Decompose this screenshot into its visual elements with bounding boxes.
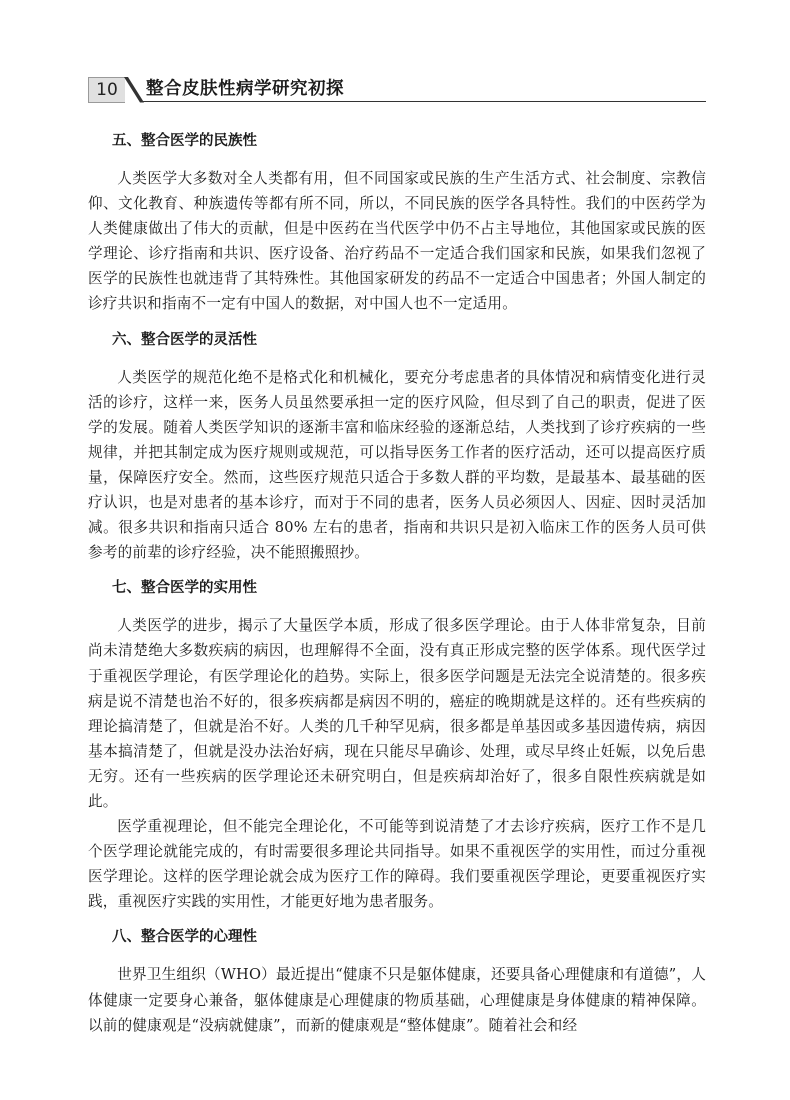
section-heading: 六、整合医学的灵活性 bbox=[112, 331, 257, 348]
body-paragraph: 人类医学的进步，揭示了大量医学本质，形成了很多医学理论。由于人体非常复杂，目前尚未清楚绝大多数疾病的病因，也理解得不全面，没有真正形成完整的医学体系。现代医学过于重视医学理论，有医学理论化的趋势。实际上，很多医学问题是无法完全说清楚的。很多疾病是说不清楚也治不好的，很多疾病都是病因不明的，癌症的晚期就是这样的。还有些疾病的理论搞清楚了，但就是治不好。人类的几千种罕见病，很多都是单基因或多基因遗传病，病因基本搞清楚了，但就是没办法治好病，现在只能尽早确诊、处理，或尽早终止妊娠，以免后患无穷。还有一些疾病的医学理论还未研究明白，但是疾病却治好了，很多自限性疾病就是如此。 bbox=[88, 617, 706, 810]
running-header bbox=[88, 77, 706, 103]
body-paragraph: 人类医学的规范化绝不是格式化和机械化，要充分考虑患者的具体情况和病情变化进行灵活的诊疗，这样一来，医务人员虽然要承担一定的医疗风险，但尽到了自己的职责，促进了医学的发展。随着人类医学知识的逐渐丰富和临床经验的逐渐总结，人类找到了诊疗疾病的一些规律，并把其制定成为医疗规则或规范，可以指导医务工作者的医疗活动，还可以提高医疗质量，保障医疗安全。然而，这些医疗规范只适合于多数人群的平均数，是最基本、最基础的医疗认识，也是对患者的基本诊疗，而对于不同的患者，医务人员必须因人、因症、因时灵活加减。很多共识和指南只适合 80% 左右的患者，指南和共识只是初入临床工作的医务人员可供参考的前辈的诊疗经验，决不能照搬照抄。 bbox=[88, 368, 706, 562]
page-body bbox=[88, 123, 706, 1050]
body-paragraph: 人类医学大多数对全人类都有用，但不同国家或民族的生产生活方式、社会制度、宗教信仰、文化教育、种族遗传等都有所不同，所以，不同民族的医学各具特性。我们的中医药学为人类健康做出了伟大的贡献，但是中医药在当代医学中仍不占主导地位，其他国家或民族的医学理论、诊疗指南和共识、医疗设备、治疗药品不一定适合我们国家和民族，如果我们忽视了医学的民族性也就违背了其特殊性。其他国家研发的药品不一定适合中国患者；外国人制定的诊疗共识和指南不一定有中国人的数据，对中国人也不一定适用。 bbox=[88, 170, 706, 313]
section-practicality bbox=[88, 577, 706, 914]
body-paragraph: 世界卫生组织（WHO）最近提出“健康不只是躯体健康，还要具备心理健康和有道德”，人体健康一定要身心兼备，躯体健康是心理健康的物质基础，心理健康是身体健康的精神保障。以前的健康观是“没病就健康”，而新的健康观是“整体健康”。随着社会和经 bbox=[88, 966, 706, 1034]
book-title: 整合皮肤性病学研究初探 bbox=[146, 79, 344, 99]
header-rule bbox=[142, 101, 706, 102]
section-psychology bbox=[88, 926, 706, 1037]
page-number: 10 bbox=[88, 77, 125, 103]
section-heading: 八、整合医学的心理性 bbox=[112, 929, 257, 946]
section-heading: 七、整合医学的实用性 bbox=[112, 580, 257, 597]
section-heading: 五、整合医学的民族性 bbox=[112, 133, 257, 149]
body-paragraph: 医学重视理论，但不能完全理论化，不可能等到说清楚了才去诊疗疾病，医疗工作不是几个医学理论就能完成的，有时需要很多理论共同指导。如果不重视医学的实用性，而过分重视医学理论。这样的医学理论就会成为医疗工作的障碍。我们要重视医学理论，更要重视医疗实践，重视医疗实践的实用性，才能更好地为患者服务。 bbox=[88, 818, 706, 911]
header-divider-slant bbox=[124, 77, 144, 103]
section-flexibility bbox=[88, 329, 706, 566]
section-ethnicity bbox=[88, 130, 706, 317]
